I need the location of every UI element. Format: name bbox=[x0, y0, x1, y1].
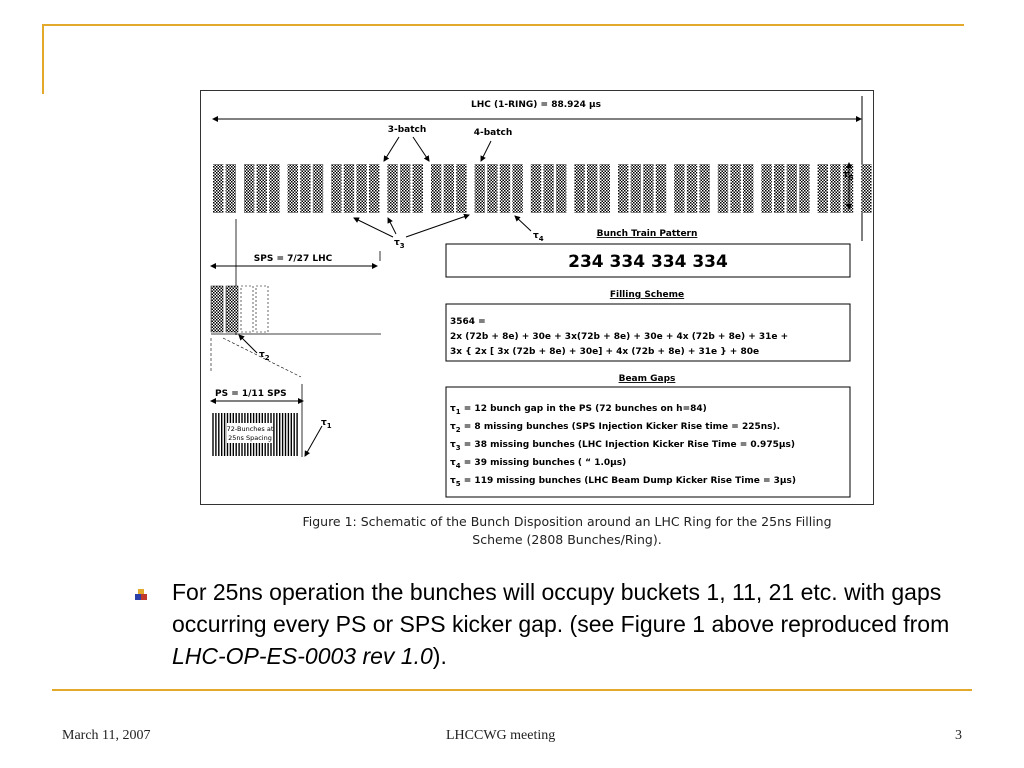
lhc-ring-label: LHC (1-RING) = 88.924 µs bbox=[470, 100, 602, 110]
bunch-batch-block bbox=[369, 164, 379, 213]
bunch-batch-block bbox=[288, 164, 298, 213]
bunch-batch-block bbox=[226, 164, 236, 213]
bunch-batch-block bbox=[799, 164, 809, 213]
tau1-label: $\tau_1$ bbox=[321, 418, 332, 430]
footer-title: LHCCWG meeting bbox=[446, 728, 556, 743]
bunch-batch-block bbox=[730, 164, 740, 213]
tau3-label: $\tau_3$ bbox=[394, 238, 405, 250]
bunch-train-title: Bunch Train Pattern bbox=[596, 229, 698, 239]
bunch-batch-block bbox=[300, 164, 310, 213]
beam-gap-item: $\tau_5 = 119$ missing bunches (LHC Beam Dump Kicker Rise Time = 3µs) bbox=[450, 476, 796, 488]
footer-rule bbox=[52, 689, 972, 691]
bunch-batch-block bbox=[656, 164, 666, 213]
bunch-batch-block bbox=[861, 164, 871, 213]
sps-batch-empty-1 bbox=[241, 286, 253, 332]
batch3-label: 3-batch bbox=[387, 125, 427, 135]
bunch-batch-block bbox=[774, 164, 784, 213]
beam-gap-item: $\tau_2 = 8$ missing bunches (SPS Injection Kicker Rise time = 225ns). bbox=[450, 422, 781, 434]
bunch-batch-block bbox=[574, 164, 584, 213]
bunch-batch-block bbox=[761, 164, 771, 213]
sps-label: SPS = 7/27 LHC bbox=[253, 254, 333, 264]
bunch-train-value: 234 334 334 334 bbox=[568, 252, 728, 272]
bunch-batch-block bbox=[313, 164, 323, 213]
tau3-arrow-c bbox=[406, 215, 469, 237]
left-rule bbox=[42, 24, 44, 94]
bunch-batch-block bbox=[331, 164, 341, 213]
tau4-arrow bbox=[515, 216, 531, 231]
batch4-arrow bbox=[481, 141, 491, 161]
bunch-batch-block bbox=[674, 164, 684, 213]
bunch-batch-block bbox=[213, 164, 223, 213]
top-rule bbox=[42, 24, 964, 26]
bunch-batch-block bbox=[543, 164, 553, 213]
doc-reference: LHC-OP-ES-0003 rev 1.0 bbox=[172, 643, 433, 669]
bunch-batch-block bbox=[413, 164, 423, 213]
bunch-batch-block bbox=[512, 164, 522, 213]
beam-gap-item: $\tau_1 = 12$ bunch gap in the PS (72 bunches on h=84) bbox=[450, 404, 707, 416]
bunch-batch-block bbox=[487, 164, 497, 213]
bunch-batch-block bbox=[344, 164, 354, 213]
bullet-text-end: ). bbox=[432, 643, 447, 669]
bunch-batch-block bbox=[587, 164, 597, 213]
bunch-batch-block bbox=[830, 164, 840, 213]
tau2-label: $\tau_2$ bbox=[259, 350, 270, 362]
bunch-batch-block bbox=[743, 164, 753, 213]
bunch-batch-block bbox=[387, 164, 397, 213]
bunch-batch-block bbox=[500, 164, 510, 213]
bunch-schematic-figure bbox=[200, 90, 874, 505]
bunch-batch-block bbox=[818, 164, 828, 213]
tau3-arrow-a bbox=[354, 218, 393, 237]
ps-bunch-text-2: 25ns Spacing bbox=[228, 434, 272, 442]
bunch-batch-block bbox=[431, 164, 441, 213]
sps-batch-1 bbox=[211, 286, 223, 332]
bunch-batch-block bbox=[269, 164, 279, 213]
bunch-batch-block bbox=[618, 164, 628, 213]
ps-label: PS = 1/11 SPS bbox=[215, 389, 287, 399]
tau3-arrow-b bbox=[388, 218, 396, 234]
caption-line-2: Scheme (2808 Bunches/Ring). bbox=[472, 532, 662, 547]
figure-caption bbox=[232, 513, 902, 549]
bullet-square-icon bbox=[134, 588, 148, 602]
filling-line-3: 3x { 2x [ 3x (72b + 8e) + 30e] + 4x (72b + 8e) + 31e } + 80e bbox=[450, 347, 760, 357]
beam-gap-item: $\tau_3 = 38$ missing bunches (LHC Injection Kicker Rise Time = 0.975µs) bbox=[450, 440, 795, 452]
bunch-batch-block bbox=[687, 164, 697, 213]
sps-batch-empty-2 bbox=[256, 286, 268, 332]
bunch-batch-block bbox=[787, 164, 797, 213]
bunch-batch-block bbox=[600, 164, 610, 213]
batch4-label: 4-batch bbox=[473, 128, 513, 138]
filling-line-2: 2x (72b + 8e) + 30e + 3x(72b + 8e) + 30e + 4x (72b + 8e) + 31e + bbox=[450, 332, 789, 342]
footer-date: March 11, 2007 bbox=[62, 728, 151, 743]
figure-drawing bbox=[201, 91, 873, 504]
sps-batch-2 bbox=[226, 286, 238, 332]
bunch-batch-block bbox=[475, 164, 485, 213]
bullet-text: For 25ns operation the bunches will occupy buckets 1, 11, 21 etc. with gaps occurring every PS or SPS kicker gap. (see Figure 1 above reproduced from bbox=[172, 579, 950, 637]
bunch-train-blocks bbox=[213, 164, 873, 213]
caption-line-1: Figure 1: Schematic of the Bunch Disposition around an LHC Ring for the 25ns Filling bbox=[302, 514, 832, 529]
bunch-batch-block bbox=[699, 164, 709, 213]
bunch-batch-block bbox=[356, 164, 366, 213]
ps-bunch-text-1: 72-Bunches at bbox=[226, 425, 274, 433]
footer-page-number: 3 bbox=[955, 728, 962, 743]
bunch-batch-block bbox=[643, 164, 653, 213]
bunch-batch-block bbox=[456, 164, 466, 213]
bunch-batch-block bbox=[257, 164, 267, 213]
bullet-paragraph bbox=[172, 576, 972, 672]
gaps-title: Beam Gaps bbox=[618, 374, 676, 384]
bunch-batch-block bbox=[718, 164, 728, 213]
batch3-arrow-left bbox=[384, 137, 399, 161]
bunch-batch-block bbox=[244, 164, 254, 213]
tau1-arrow bbox=[305, 426, 322, 456]
beam-gap-item: $\tau_4 = 39$ missing bunches ( “ 1.0µs) bbox=[450, 458, 627, 470]
bunch-batch-block bbox=[531, 164, 541, 213]
filling-line-1: 3564 = bbox=[450, 317, 486, 327]
bunch-batch-block bbox=[631, 164, 641, 213]
filling-title: Filling Scheme bbox=[609, 290, 685, 300]
bunch-batch-block bbox=[556, 164, 566, 213]
tau5-label: $\tau_5$ bbox=[843, 170, 854, 182]
bunch-batch-block bbox=[444, 164, 454, 213]
tau4-label: $\tau_4$ bbox=[533, 231, 544, 243]
bunch-batch-block bbox=[400, 164, 410, 213]
batch3-arrow-right bbox=[413, 137, 429, 161]
